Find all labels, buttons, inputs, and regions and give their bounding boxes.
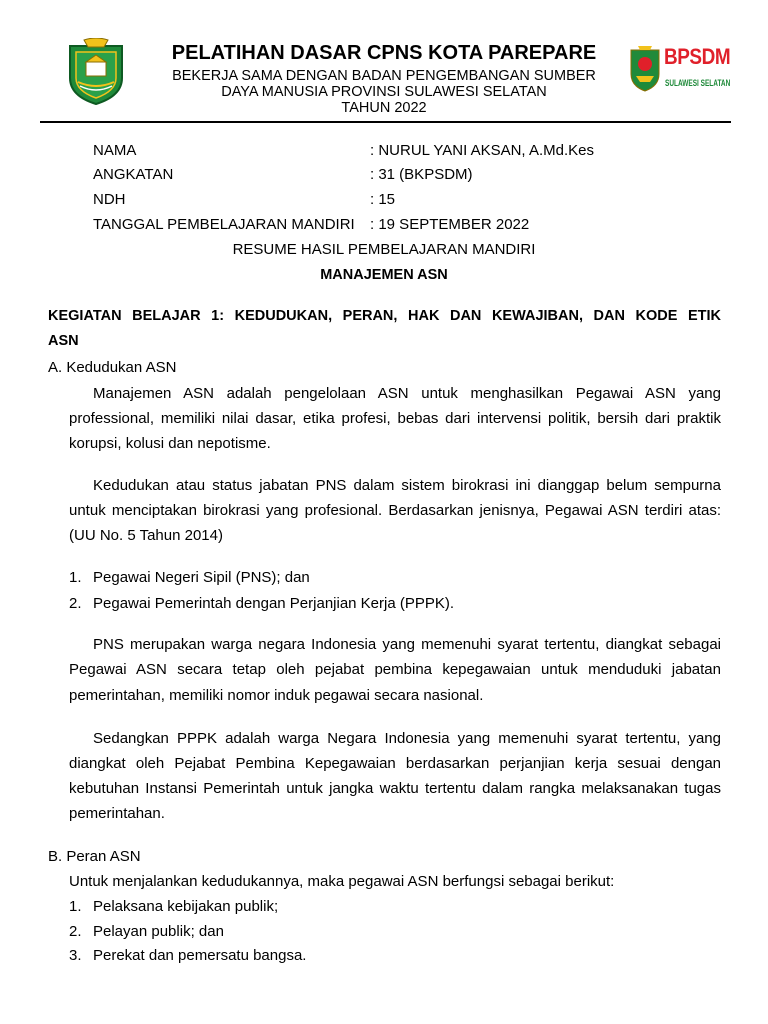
list-number: 2. [69,595,82,612]
resume-title: RESUME HASIL PEMBELAJARAN MANDIRI [232,241,536,258]
header-subtitle-line-1: BEKERJA SAMA DENGAN BADAN PENGEMBANGAN SUMBER [172,68,596,84]
subject-title: MANAJEMEN ASN [320,267,448,283]
section-a-p1-line-2: professional, memiliki nilai dasar, etika profesi, bebas dari intervensi politik, bersih dari praktik [69,410,721,427]
section-a-p3-line-1: PNS merupakan warga negara Indonesia yang memenuhi syarat tertentu, diangkat sebagai [93,636,721,653]
section-a-p4-line-4: pemerintahan. [69,805,165,822]
header-divider [40,121,731,123]
bpsdm-logo-subtext: SULAWESI SELATAN [665,78,731,88]
section-a-p2-line-3: (UU No. 5 Tahun 2014) [69,527,223,544]
list-number: 3. [69,947,82,964]
identity-row-tanggal [93,216,713,236]
identity-value: : 19 SEPTEMBER 2022 [370,216,530,233]
section-b-heading: B. Peran ASN [48,848,141,865]
section-b-intro: Untuk menjalankan kedudukannya, maka pegawai ASN berfungsi sebagai berikut: [69,873,615,890]
identity-label: TANGGAL PEMBELAJARAN MANDIRI [93,216,355,233]
header-title: PELATIHAN DASAR CPNS KOTA PAREPARE [171,42,597,64]
identity-value: : 31 (BKPSDM) [370,166,473,183]
list-item: Pegawai Pemerintah dengan Perjanjian Kerja (PPPK). [93,595,455,612]
list-number: 2. [69,923,82,940]
identity-value: : NURUL YANI AKSAN, A.Md.Kes [370,142,594,159]
kegiatan-heading-line-1: KEGIATAN BELAJAR 1: KEDUDUKAN, PERAN, HAK DAN KEWAJIBAN, DAN KODE ETIK [48,308,721,324]
list-number: 1. [69,898,82,915]
section-a-p2-line-2: untuk menciptakan birokrasi yang profesional. Berdasarkan jenisnya, Pegawai ASN terdiri atas: [69,502,721,519]
identity-label: ANGKATAN [93,166,174,183]
list-number: 1. [69,569,82,586]
section-a-p1-line-1: Manajemen ASN adalah pengelolaan ASN untuk menghasilkan Pegawai ASN yang [93,385,721,402]
list-item: Perekat dan pemersatu bangsa. [93,947,307,964]
identity-row-ndh [93,191,713,211]
section-a-p3-line-3: pemerintahan, memiliki nomor induk pegawai secara nasional. [69,687,484,704]
sulsel-emblem-icon [628,44,662,92]
section-a-p1-line-3: korupsi, kolusi dan nepotisme. [69,435,271,452]
section-a-heading: A. Kedudukan ASN [48,359,177,376]
bpsdm-logo-text: BPSDM [664,44,731,69]
identity-label: NDH [93,191,126,208]
section-a-p3-line-2: Pegawai ASN secara tetap oleh pejabat pembina kepegawaian untuk menduduki jabatan [69,661,721,678]
identity-row-nama [93,142,713,162]
section-a-p2-line-1: Kedudukan atau status jabatan PNS dalam sistem birokrasi ini dianggap belum sempurna [93,477,721,494]
header-subtitle-line-2: DAYA MANUSIA PROVINSI SULAWESI SELATAN [221,84,547,100]
section-a-p4-line-1: Sedangkan PPPK adalah warga Negara Indonesia yang memenuhi syarat tertentu, yang [93,730,721,747]
identity-label: NAMA [93,142,137,159]
identity-value: : 15 [370,191,396,208]
list-item: Pelayan publik; dan [93,923,224,940]
section-a-p4-line-2: diangkat oleh Pejabat Pembina Kepegawaian berdasarkan perjanjian kerja sesuai dengan [69,755,721,772]
list-item: Pelaksana kebijakan publik; [93,898,279,915]
list-item: Pegawai Negeri Sipil (PNS); dan [93,569,310,586]
header-subtitle-line-3: TAHUN 2022 [341,100,427,116]
kegiatan-heading-line-2: ASN [48,333,79,349]
bpsdm-logo [628,44,732,94]
parepare-emblem-logo [64,38,128,106]
section-a-p4-line-3: kebutuhan Instansi Pemerintah untuk jangka waktu tertentu dalam rangka melaksanakan tugas [69,780,721,797]
identity-row-angkatan [93,166,713,186]
